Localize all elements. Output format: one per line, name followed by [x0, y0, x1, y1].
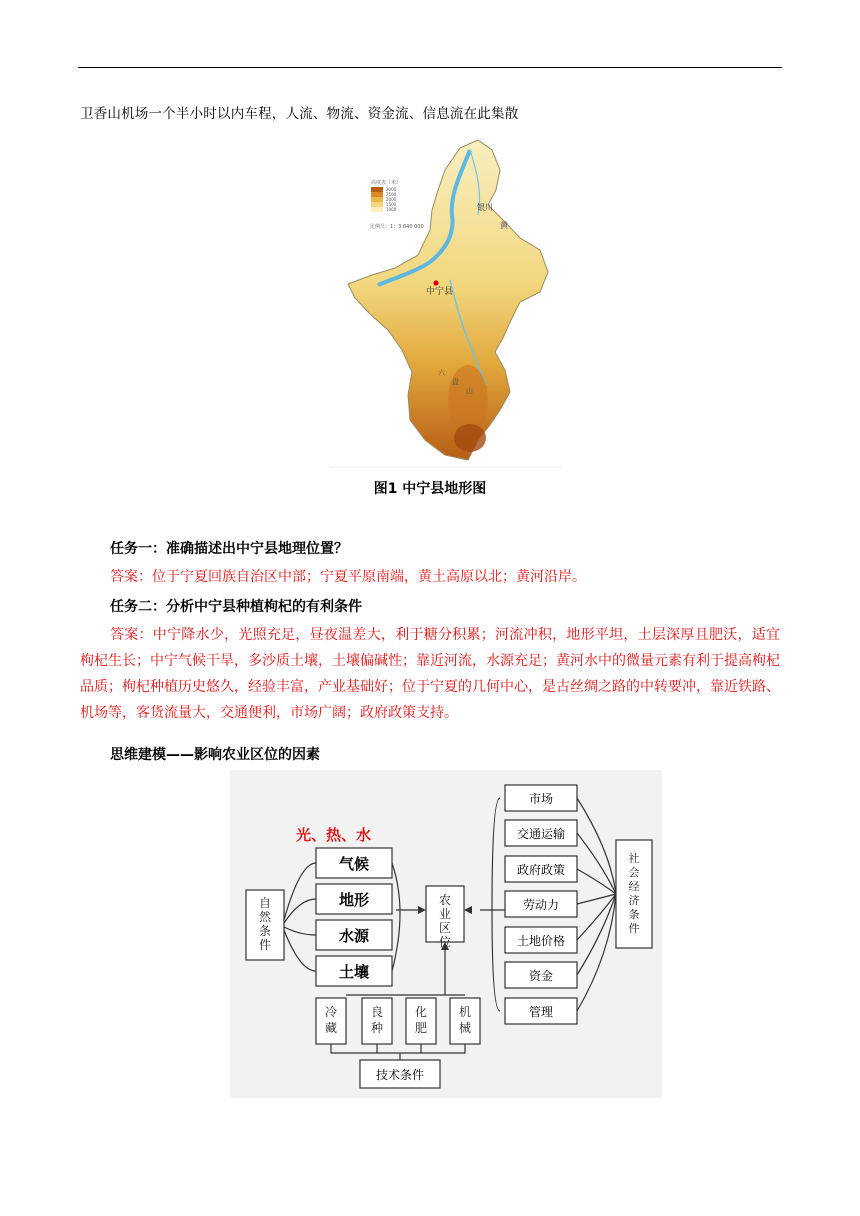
social-item-management: 管理: [528, 1005, 554, 1019]
liu-label: 六: [438, 369, 445, 377]
task2-title: 任务二：分析中宁县种植枸杞的有利条件: [110, 599, 362, 615]
task1-answer: 答案：位于宁夏回族自治区中部；宁夏平原南端，黄土高原以北；黄河沿岸。: [110, 569, 586, 585]
svg-text:1000: 1000: [386, 207, 397, 212]
tech-conditions-label: 技术条件: [375, 1068, 425, 1082]
svg-text:1500: 1500: [386, 202, 397, 207]
zhongning-dot: [433, 280, 438, 285]
svg-text:3000: 3000: [386, 187, 397, 192]
svg-text:2500: 2500: [386, 192, 397, 197]
social-conditions-label: 社会经济条件: [628, 852, 640, 935]
emphasis-label: 光、热、水: [296, 826, 372, 844]
natural-item-terrain: 地形: [338, 891, 370, 909]
header-rule: [78, 67, 782, 68]
natural-item-climate: 气候: [338, 855, 370, 873]
shan-label: 山: [466, 387, 473, 395]
pan-label: 盘: [452, 378, 459, 386]
natural-conditions-label: 自然条件: [258, 896, 272, 952]
tech-item-seeds: 良种: [370, 1005, 384, 1035]
social-item-transport: 交通运输: [516, 827, 566, 841]
tech-item-cold-storage: 冷藏: [324, 1005, 338, 1035]
social-item-policy: 政府政策: [516, 863, 566, 877]
social-item-market: 市场: [528, 792, 554, 806]
natural-item-water: 水源: [338, 927, 370, 945]
agri-location-diagram: [230, 770, 662, 1098]
scale-text: 比例尺：1：3 640 000: [370, 224, 424, 230]
tech-item-machinery: 机械: [458, 1005, 472, 1035]
model-title: 思维建模——影响农业区位的因素: [110, 747, 320, 763]
social-item-land-price: 土地价格: [516, 934, 566, 948]
svg-text:2000: 2000: [386, 197, 397, 202]
social-item-labor: 劳动力: [522, 898, 560, 912]
yinchuan-label: 银川: [477, 203, 493, 212]
social-item-capital: 资金: [528, 969, 554, 983]
legend: [371, 187, 397, 212]
task2-answer: 答案：中宁降水少，光照充足，昼夜温差大，利于糖分积累；河流冲积，地形平坦，土层深厚且肥沃，适宜枸杞生长；中宁气候干旱，多沙质土壤，土壤偏碱性；靠近河流，水源充足；黄河水中的微量元素有利于提高枸杞品质；枸杞种植历史悠久，经验丰富，产业基础好；位于宁夏的几何中心，是古丝绸之路的中转要冲，靠近铁路、机场等，客货流量大，交通便利，市场广阔；政府政策支持。: [80, 627, 780, 721]
task1-title: 任务一：准确描述出中宁县地理位置？: [110, 541, 348, 557]
tech-item-fertilizer: 化肥: [414, 1005, 428, 1035]
legend-title: 高度表（米）: [371, 180, 402, 186]
terrain-map: [330, 130, 570, 470]
center-label: 农业区位: [438, 893, 452, 949]
intro-text: 卫香山机场一个半小时以内车程，人流、物流、资金流、信息流在此集散: [80, 106, 519, 122]
zhongning-label: 中宁县: [426, 287, 454, 297]
huang-label: 黄: [500, 221, 508, 230]
natural-item-soil: 土壤: [338, 963, 370, 981]
figure-caption: 图1 中宁县地形图: [373, 481, 487, 497]
